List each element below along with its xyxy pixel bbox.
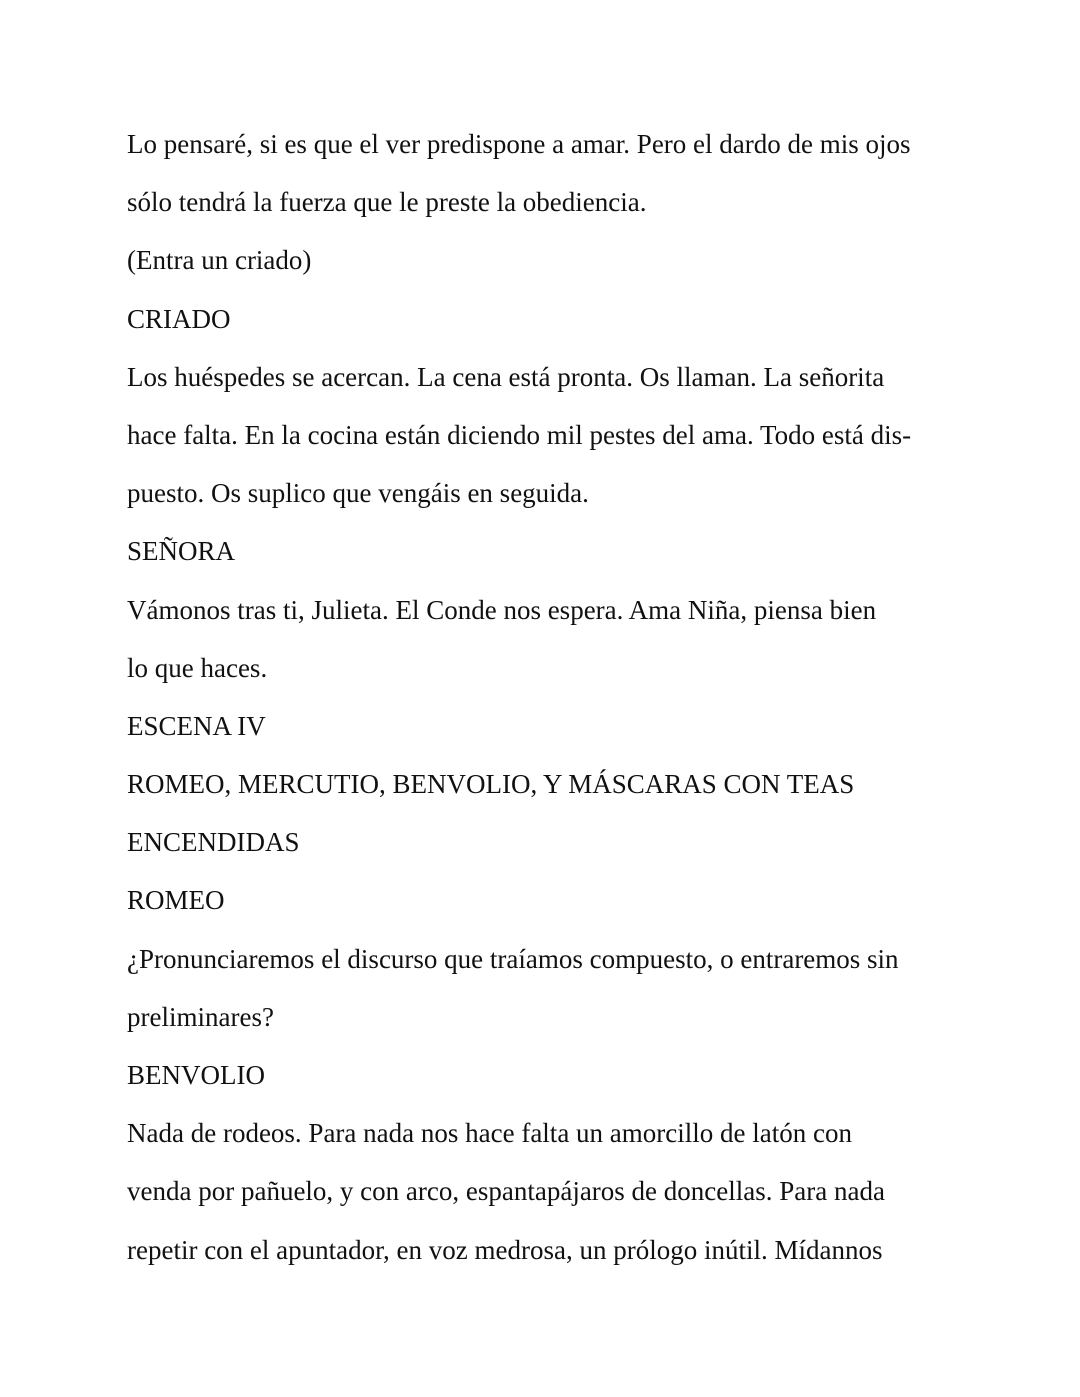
text-line: Nada de rodeos. Para nada nos hace falta un amorcillo de latón con bbox=[127, 1118, 852, 1149]
text-line: Lo pensaré, si es que el ver predispone a amar. Pero el dardo de mis ojos bbox=[127, 129, 911, 159]
speaker-name: BENVOLIO bbox=[127, 1060, 265, 1090]
scene-heading: ESCENA IV bbox=[127, 710, 266, 741]
speaker-name: SEÑORA bbox=[127, 536, 236, 567]
stage-direction: (Entra un criado) bbox=[127, 245, 312, 276]
text-line: preliminares? bbox=[127, 1001, 274, 1032]
text-line: ¿Pronunciaremos el discurso que traíamos compuesto, o entraremos sin bbox=[127, 943, 899, 974]
scene-characters: ENCENDIDAS bbox=[127, 827, 300, 858]
text-line: sólo tendrá la fuerza que le preste la obediencia. bbox=[127, 187, 647, 218]
scene-characters: ROMEO, MERCUTIO, BENVOLIO, Y MÁSCARAS CON TEAS bbox=[127, 769, 855, 800]
document-text bbox=[127, 115, 927, 1279]
text-line: Vámonos tras ti, Julieta. El Conde nos espera. Ama Niña, piensa bien bbox=[127, 594, 877, 625]
text-line: repetir con el apuntador, en voz medrosa, un prólogo inútil. Mídannos bbox=[127, 1234, 883, 1265]
text-line: Los huéspedes se acercan. La cena está pronta. Os llaman. La señorita bbox=[127, 361, 885, 392]
text-line: lo que haces. bbox=[127, 652, 268, 683]
speaker-name: ROMEO bbox=[127, 885, 225, 916]
text-line: puesto. Os suplico que vengáis en seguida. bbox=[127, 478, 589, 509]
text-line: venda por pañuelo, y con arco, espantapájaros de doncellas. Para nada bbox=[127, 1176, 885, 1207]
text-line: hace falta. En la cocina están diciendo mil pestes del ama. Todo está dis- bbox=[127, 419, 912, 450]
speaker-name: CRIADO bbox=[127, 303, 231, 334]
